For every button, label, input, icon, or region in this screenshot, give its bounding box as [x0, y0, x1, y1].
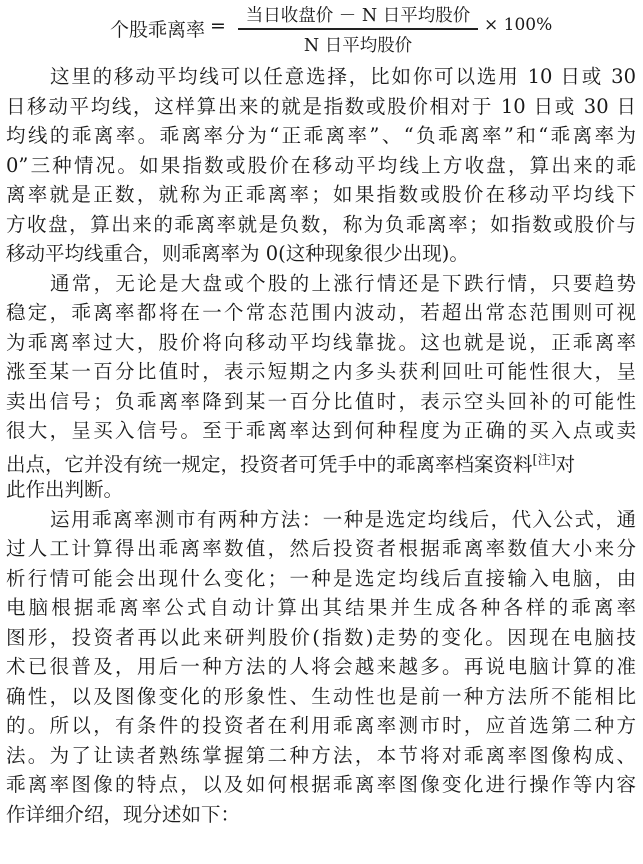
paragraph-1-line: 移动平均线重合，则乖离率为 0(这种现象很少出现)。 — [6, 242, 469, 265]
paragraph-3-line: 作详细介绍，现分述如下： — [6, 802, 241, 826]
formula-multiplier: × 100% — [484, 15, 553, 35]
paragraph-2-line: 此作出判断。 — [6, 478, 124, 501]
paragraph-2-line-text: 出点，它并没有统一规定，投资者可凭手中的乖离率档案资料 — [6, 452, 533, 475]
formula-numerator: 当日收盘价 － N 日平均股价 — [245, 6, 471, 26]
paragraph-1-line: 均线的乖离率。乖离率分为“正乖离率”、“负乖离率”和“乖离率为 — [6, 124, 636, 147]
paragraph-2-line: 为乖离率过大，股价将向移动平均线靠拢。这也就是说，正乖离率 — [6, 330, 636, 354]
footnote-marker: [注] — [532, 452, 556, 468]
paragraph-3-line: 图形，投资者再以此来研判股价(指数)走势的变化。因现在电脑技 — [6, 625, 636, 649]
paragraph-3-line: 乖离率图像的特点，以及如何根据乖离率图像变化进行操作等内容 — [6, 773, 636, 796]
paragraph-1-line: 0”三种情况。如果指数或股价在移动平均线上方收盘，算出来的乖 — [6, 153, 636, 177]
formula-denominator: N 日平均股价 — [303, 36, 413, 56]
paragraph-3-line: 过人工计算得出乖离率数值，然后投资者根据乖离率数值大小来分 — [6, 537, 636, 560]
paragraph-1-line: 日移动平均线，这样算出来的就是指数或股价相对于 10 日或 30 日 — [6, 94, 636, 118]
paragraph-3-line: 的。所以，有条件的投资者在利用乖离率测市时，应首选第二种方 — [6, 714, 636, 737]
deviation-rate-formula — [0, 0, 643, 62]
formula-label: 个股乖离率 — [110, 19, 206, 41]
fraction-bar — [238, 28, 478, 30]
paragraph-1-line: 方收盘，算出来的乖离率就是负数，称为负乖离率；如指数或股价与 — [6, 212, 636, 236]
paragraph-3-line: 术已很普及，用后一种方法的人将会越来越多。再说电脑计算的准 — [6, 655, 636, 678]
paragraph-3-line: 电脑根据乖离率公式自动计算出其结果并生成各种各样的乖离率 — [6, 596, 636, 619]
paragraph-2-line: 涨至某一百分比值时，表示短期之内多头获利回吐可能性很大，呈 — [6, 360, 636, 383]
paragraph-3-line: 运用乖离率测市有两种方法：一种是选定均线后，代入公式，通 — [50, 507, 636, 531]
formula-equals-sign: = — [210, 15, 226, 37]
paragraph-2-line-tail: 对 — [555, 452, 576, 475]
paragraph-2-line: 卖出信号；负乖离率降到某一百分比值时，表示空头回补的可能性 — [6, 389, 636, 413]
paragraph-2-line: 通常，无论是大盘或个股的上涨行情还是下跌行情，只要趋势 — [50, 271, 636, 295]
paragraph-1-line: 这里的移动平均线可以任意选择，比如你可以选用 10 日或 30 — [50, 65, 636, 88]
paragraph-3-line: 法。为了让读者熟练掌握第二种方法，本节将对乖离率图像构成、 — [6, 743, 636, 767]
paragraph-1-line: 离率就是正数，就称为正乖离率；如果指数或股价在移动平均线下 — [6, 183, 636, 206]
paragraph-3-line: 确性，以及图像变化的形象性、生动性也是前一种方法所不能相比 — [6, 684, 636, 708]
paragraph-3-line: 析行情可能会出现什么变化；一种是选定均线后直接输入电脑，由 — [6, 566, 636, 590]
paragraph-2-line: 稳定，乖离率都将在一个常态范围内波动，若超出常态范围则可视 — [6, 301, 636, 324]
paragraph-2-line-with-note — [6, 446, 636, 476]
paragraph-2-line: 很大，呈买入信号。至于乖离率达到何种程度为正确的买入点或卖 — [6, 419, 636, 442]
